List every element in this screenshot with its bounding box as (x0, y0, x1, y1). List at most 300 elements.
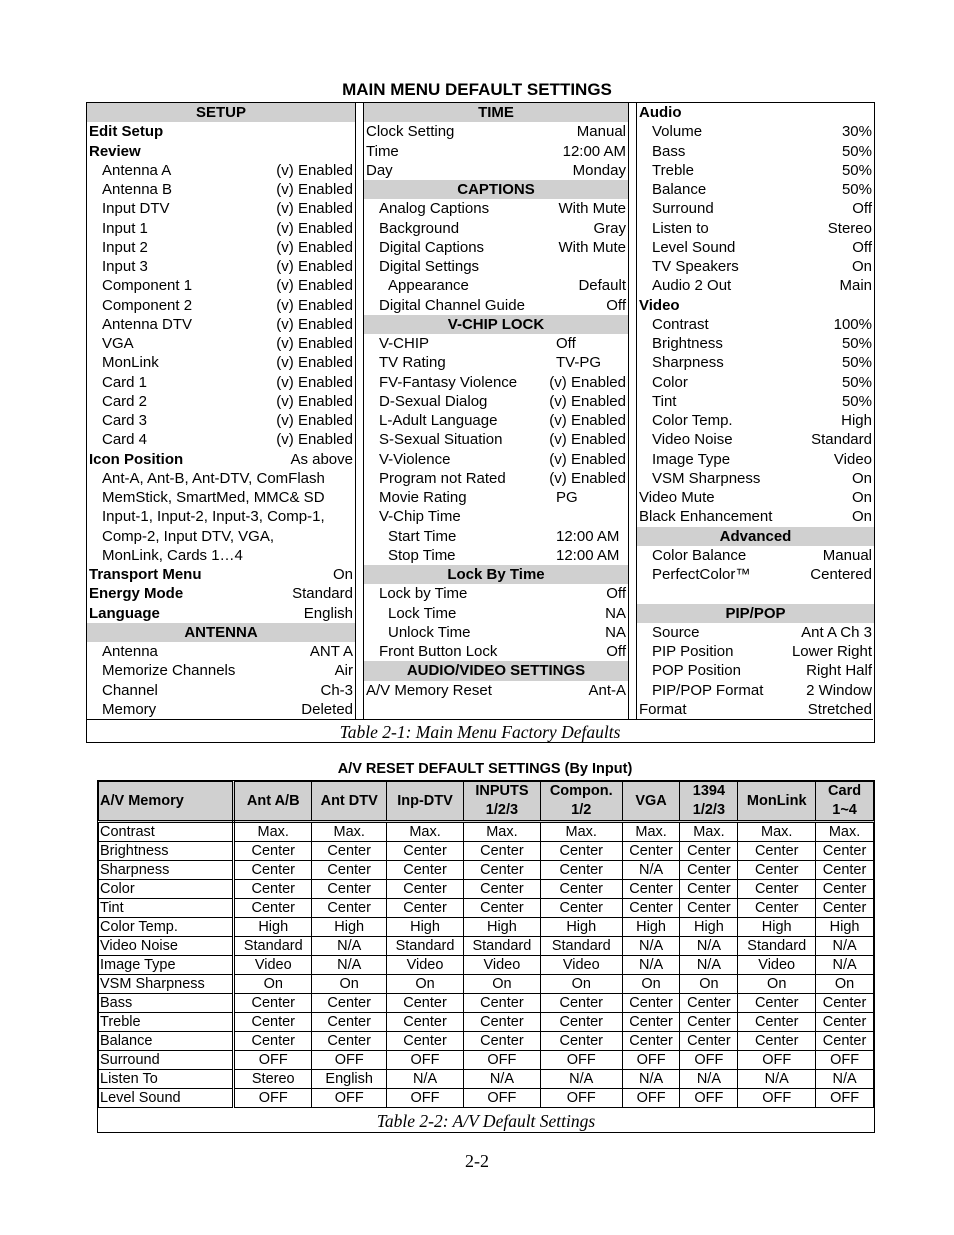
setting-value: Off (606, 643, 626, 660)
setting-row (364, 488, 628, 507)
table-cell: Center (540, 1013, 622, 1032)
setting-value: (v) Enabled (276, 238, 353, 256)
av-settings-grid (98, 781, 874, 1108)
setting-row (364, 411, 628, 430)
table-cell: Center (540, 861, 622, 880)
setting-label: Day (366, 161, 393, 179)
column-header-text: Card (828, 783, 862, 799)
table-cell: Center (387, 880, 464, 899)
setting-value: 50% (841, 142, 872, 160)
setting-label: Black Enhancement (639, 508, 773, 526)
row-label: Brightness (99, 842, 234, 861)
table-cell: Max. (234, 822, 312, 842)
setting-label: Ant-A, Ant-B, Ant-DTV, ComFlash (102, 469, 325, 487)
table-cell: Center (738, 1032, 816, 1051)
setting-row (87, 142, 355, 161)
setting-row (364, 623, 628, 642)
setting-value: Standard (292, 585, 353, 603)
table-cell: OFF (816, 1051, 874, 1070)
setting-label: Image Type (652, 450, 731, 468)
table-cell: Center (680, 1032, 738, 1051)
table-cell: N/A (622, 937, 680, 956)
setting-value: 50% (841, 335, 872, 352)
setting-row (364, 700, 628, 719)
setting-value: Ant A Ch 3 (801, 623, 872, 641)
setting-row (637, 276, 874, 295)
section-header (87, 623, 355, 642)
setting-value: With Mute (558, 238, 626, 256)
setting-value: Ch-3 (320, 681, 353, 699)
setting-label: Language (89, 604, 160, 622)
column-header (234, 782, 312, 822)
setting-label: Bass (652, 142, 686, 160)
setting-row (364, 469, 628, 488)
setting-label: D-Sexual Dialog (379, 392, 488, 410)
table-cell: High (738, 918, 816, 937)
table-cell: Standard (234, 937, 312, 956)
setting-row (364, 334, 628, 353)
table-cell: Center (463, 1032, 540, 1051)
setting-row (364, 392, 628, 411)
setting-row (87, 584, 355, 603)
table-cell: Max. (463, 822, 540, 842)
setting-value: (v) Enabled (276, 219, 353, 237)
setting-label: Program not Rated (379, 469, 506, 487)
setting-value: On (332, 566, 353, 583)
table-cell: Center (540, 899, 622, 918)
setting-value: Off (606, 585, 626, 603)
setting-row (364, 161, 628, 180)
setting-row (637, 584, 874, 603)
table-cell: N/A (387, 1070, 464, 1089)
setting-label: Analog Captions (379, 200, 490, 218)
setting-row (87, 315, 355, 334)
setting-value: Video (833, 450, 872, 468)
table-cell: On (680, 975, 738, 994)
setting-label: S-Sexual Situation (379, 431, 503, 449)
table-row (99, 1032, 874, 1051)
setting-label: L-Adult Language (379, 412, 498, 429)
setting-row (637, 488, 874, 507)
setting-label: Contrast (652, 315, 709, 333)
table-cell: OFF (387, 1089, 464, 1108)
setting-value: (v) Enabled (276, 392, 353, 410)
setting-label: Video Noise (652, 431, 733, 449)
setting-label: Stop Time (388, 546, 456, 564)
table-row (99, 1013, 874, 1032)
setting-label: Input DTV (102, 200, 170, 218)
column-header-text: 1~4 (832, 802, 857, 818)
column-divider (355, 103, 364, 719)
setting-value: Stretched (807, 700, 872, 718)
row-label: Surround (99, 1051, 234, 1070)
setting-label: VGA (102, 335, 134, 352)
setting-row (364, 584, 628, 603)
row-label: Color (99, 880, 234, 899)
setting-value: 50% (841, 354, 872, 372)
setting-row (87, 700, 355, 719)
setting-row (364, 219, 628, 238)
setting-value: (v) Enabled (276, 431, 353, 449)
setting-value: On (851, 469, 872, 487)
row-label: Image Type (99, 956, 234, 975)
setting-row (364, 257, 628, 276)
table-cell: N/A (622, 861, 680, 880)
setting-row (637, 122, 874, 141)
setting-row (87, 257, 355, 276)
column-header (622, 782, 680, 822)
table-cell: Center (387, 1032, 464, 1051)
setting-label: Digital Captions (379, 238, 485, 256)
table-cell: On (463, 975, 540, 994)
setting-row (87, 661, 355, 680)
setting-value: On (851, 489, 872, 506)
setting-row (87, 373, 355, 392)
column-header (99, 782, 234, 822)
av-defaults-table (97, 780, 875, 1133)
column-header (738, 782, 816, 822)
setting-value: TV-PG (556, 354, 602, 372)
column-header-text: Ant DTV (320, 792, 378, 809)
setting-label: Card 3 (102, 412, 148, 429)
setting-value: (v) Enabled (276, 258, 353, 275)
setting-row (87, 469, 355, 488)
setting-value: 12:00 AM (556, 527, 620, 545)
setting-value: Default (578, 277, 626, 295)
setting-label: Color (652, 373, 688, 391)
table-cell: N/A (738, 1070, 816, 1089)
table-cell: Center (312, 880, 387, 899)
setting-label: Card 1 (102, 373, 148, 391)
setting-label: PerfectColor™ (652, 566, 751, 583)
section-header (364, 565, 628, 584)
table-cell: N/A (816, 1070, 874, 1089)
setting-label: V-Violence (379, 450, 451, 468)
setting-value: Off (852, 238, 872, 256)
setting-row (637, 334, 874, 353)
setting-value: (v) Enabled (276, 412, 353, 429)
setting-row (87, 238, 355, 257)
setting-value: Off (852, 200, 872, 218)
table-cell: Max. (622, 822, 680, 842)
setting-row (87, 199, 355, 218)
setting-row (637, 315, 874, 334)
section-header (364, 315, 628, 334)
setting-label: TV Rating (379, 354, 446, 372)
setting-label: Digital Channel Guide (379, 296, 525, 314)
setting-label: TV Speakers (652, 258, 739, 275)
setting-row (364, 527, 628, 546)
audio-video-column (637, 103, 874, 719)
table-cell: Center (738, 880, 816, 899)
row-label: Color Temp. (99, 918, 234, 937)
table-cell: Stereo (234, 1070, 312, 1089)
column-header-text: 1394 (692, 783, 726, 799)
table-cell: OFF (312, 1051, 387, 1070)
setting-row (87, 565, 355, 584)
table-row (99, 937, 874, 956)
row-label: Video Noise (99, 937, 234, 956)
table-cell: Center (463, 899, 540, 918)
setting-label: Brightness (652, 335, 723, 352)
table-cell: Center (738, 842, 816, 861)
table-cell: Video (387, 956, 464, 975)
table-row (99, 822, 874, 842)
setting-value: On (851, 508, 872, 526)
setting-label: Start Time (388, 527, 457, 545)
table-cell: Center (387, 861, 464, 880)
main-menu-defaults-table (86, 102, 875, 743)
table-cell: Max. (680, 822, 738, 842)
setting-value: As above (290, 450, 353, 468)
setting-value (556, 507, 626, 526)
table-cell: Center (312, 994, 387, 1013)
setting-value: Gray (593, 219, 626, 237)
table-cell: Center (540, 842, 622, 861)
table-cell: Max. (387, 822, 464, 842)
row-label: Listen To (99, 1070, 234, 1089)
column-header (816, 782, 874, 822)
setting-value: (v) Enabled (549, 469, 626, 487)
setting-value: (v) Enabled (276, 296, 353, 314)
setting-row (364, 199, 628, 218)
table-cell: Center (540, 994, 622, 1013)
setting-label: Color Balance (652, 546, 747, 564)
setting-label: Review (89, 142, 141, 160)
setting-row (87, 392, 355, 411)
table-cell: Center (234, 880, 312, 899)
setting-label: Antenna B (102, 181, 173, 198)
column-header-text: A/V Memory (100, 792, 184, 809)
table-cell: Center (463, 994, 540, 1013)
table-cell: OFF (738, 1051, 816, 1070)
setting-label: Transport Menu (89, 566, 202, 583)
table-cell: Center (387, 842, 464, 861)
table-cell: High (680, 918, 738, 937)
table-row (99, 842, 874, 861)
setting-row (637, 469, 874, 488)
table-cell: Center (816, 880, 874, 899)
setting-row (364, 373, 628, 392)
setting-row (637, 219, 874, 238)
section-header (364, 661, 628, 680)
setting-label: A/V Memory Reset (366, 681, 492, 699)
table-cell: High (816, 918, 874, 937)
setting-row (637, 430, 874, 449)
table-cell: Center (680, 899, 738, 918)
table-cell: OFF (540, 1089, 622, 1108)
section-header (364, 180, 628, 199)
setting-value: Off (556, 335, 576, 352)
table-cell: OFF (234, 1089, 312, 1108)
setting-value: Ant-A (588, 681, 626, 699)
setting-value: (v) Enabled (276, 335, 353, 352)
setting-value: (v) Enabled (276, 161, 353, 179)
setting-value: (v) Enabled (549, 373, 626, 391)
table-cell: OFF (387, 1051, 464, 1070)
av-table-title: A/V RESET DEFAULT SETTINGS (By Input) (337, 761, 633, 777)
setting-value: (v) Enabled (276, 373, 353, 391)
setting-value: Manual (576, 123, 626, 141)
setting-row (364, 546, 628, 565)
table-cell: Center (680, 842, 738, 861)
table-cell: Center (312, 899, 387, 918)
setting-label: PIP Position (652, 643, 734, 660)
setting-label: Movie Rating (379, 489, 467, 506)
table-cell: Center (234, 899, 312, 918)
setting-label: MonLink (102, 354, 159, 372)
table-cell: Center (622, 842, 680, 861)
setting-row (364, 353, 628, 372)
setting-label: Comp-2, Input DTV, VGA, (102, 527, 275, 545)
setting-row (87, 411, 355, 430)
setting-row (637, 353, 874, 372)
setting-label: Antenna DTV (102, 315, 193, 333)
table-cell: Center (738, 861, 816, 880)
column-divider (628, 103, 637, 719)
setting-row (87, 276, 355, 295)
column-header-text: Ant A/B (246, 792, 300, 809)
setting-row (637, 507, 874, 526)
setting-row (87, 546, 355, 565)
table-cell: Center (622, 1013, 680, 1032)
table-cell: OFF (680, 1051, 738, 1070)
setting-value: 30% (841, 123, 872, 141)
setting-label: Input 3 (102, 258, 148, 275)
setting-row (364, 507, 628, 526)
table-cell: Center (312, 842, 387, 861)
table-cell: Standard (738, 937, 816, 956)
column-header-text: MonLink (746, 792, 807, 809)
setting-value: PG (556, 489, 578, 506)
setting-value: (v) Enabled (276, 315, 353, 333)
setting-value: NA (605, 623, 626, 641)
table-cell: Standard (540, 937, 622, 956)
setting-value: 50% (841, 373, 872, 391)
row-label: Balance (99, 1032, 234, 1051)
setting-row (364, 681, 628, 700)
setting-label: VSM Sharpness (652, 469, 761, 487)
setting-row (87, 430, 355, 449)
setting-value: (v) Enabled (276, 277, 353, 295)
setting-label: POP Position (652, 662, 741, 680)
table-cell: High (234, 918, 312, 937)
time-captions-column (364, 103, 628, 719)
table-cell: N/A (622, 956, 680, 975)
section-header (364, 103, 628, 122)
setting-label: Lock Time (388, 604, 457, 622)
setting-label: Antenna A (102, 161, 172, 179)
setting-value: (v) Enabled (549, 392, 626, 410)
setting-label: Input-1, Input-2, Input-3, Comp-1, (102, 508, 325, 526)
setting-value: 2 Window (806, 681, 872, 699)
section-header-label: CAPTIONS (457, 181, 535, 198)
setting-value: Stereo (827, 219, 872, 237)
table-cell: On (234, 975, 312, 994)
setting-label: Surround (652, 200, 714, 218)
setting-row (87, 353, 355, 372)
setting-label: Format (639, 700, 687, 718)
table-cell: Standard (387, 937, 464, 956)
table-cell: Center (234, 861, 312, 880)
section-header (87, 103, 355, 122)
column-header (312, 782, 387, 822)
setting-row (637, 296, 874, 315)
table-cell: Center (234, 842, 312, 861)
setting-label: Tint (652, 392, 677, 410)
setting-row (87, 527, 355, 546)
setting-label: Input 1 (102, 219, 148, 237)
setting-label: Icon Position (89, 450, 184, 468)
setting-row (637, 238, 874, 257)
setting-row (637, 565, 874, 584)
table-cell: High (463, 918, 540, 937)
section-header-label: Advanced (719, 527, 792, 545)
table-cell: High (387, 918, 464, 937)
table-cell: Max. (540, 822, 622, 842)
table-row (99, 861, 874, 880)
column-header-text: Compon. (549, 783, 613, 799)
table-cell: On (387, 975, 464, 994)
table-cell: On (540, 975, 622, 994)
row-label: VSM Sharpness (99, 975, 234, 994)
setting-label: Clock Setting (366, 123, 455, 141)
table-cell: Center (680, 880, 738, 899)
setting-value: 50% (841, 181, 872, 198)
table-cell: N/A (312, 937, 387, 956)
table-cell: OFF (463, 1089, 540, 1108)
column-header-text: 1/2 (571, 802, 592, 818)
table-row (99, 918, 874, 937)
setting-label: PIP/POP Format (652, 681, 764, 699)
table-cell: OFF (622, 1051, 680, 1070)
row-label: Tint (99, 899, 234, 918)
setting-row (87, 334, 355, 353)
setting-value: 50% (841, 161, 872, 179)
setting-label: V-CHIP (379, 335, 430, 352)
row-label: Sharpness (99, 861, 234, 880)
section-header-label: PIP/POP (725, 604, 786, 622)
setting-label: Energy Mode (89, 585, 184, 603)
setting-value: (v) Enabled (549, 450, 626, 468)
setting-value: 100% (833, 315, 872, 333)
setting-row (637, 700, 874, 719)
setting-value: Off (606, 296, 626, 314)
setting-value: Centered (810, 566, 872, 583)
setting-label: Card 2 (102, 392, 148, 410)
setting-value: Monday (572, 161, 626, 179)
column-header (463, 782, 540, 822)
table-cell: Max. (738, 822, 816, 842)
setting-label: Front Button Lock (379, 643, 498, 660)
setting-row (637, 142, 874, 161)
setting-row (637, 103, 874, 122)
section-header-label: V-CHIP LOCK (447, 315, 545, 333)
table-cell: Center (234, 994, 312, 1013)
setting-value: 50% (841, 392, 872, 410)
setting-label: Channel (102, 681, 158, 699)
table-cell: Center (463, 1013, 540, 1032)
table-cell: Center (622, 899, 680, 918)
table-cell: OFF (680, 1089, 738, 1108)
row-label: Level Sound (99, 1089, 234, 1108)
table-cell: On (738, 975, 816, 994)
setting-row (637, 199, 874, 218)
table-cell: OFF (816, 1089, 874, 1108)
setting-row (364, 142, 628, 161)
setting-value: (v) Enabled (276, 354, 353, 372)
setting-value: High (841, 412, 872, 429)
